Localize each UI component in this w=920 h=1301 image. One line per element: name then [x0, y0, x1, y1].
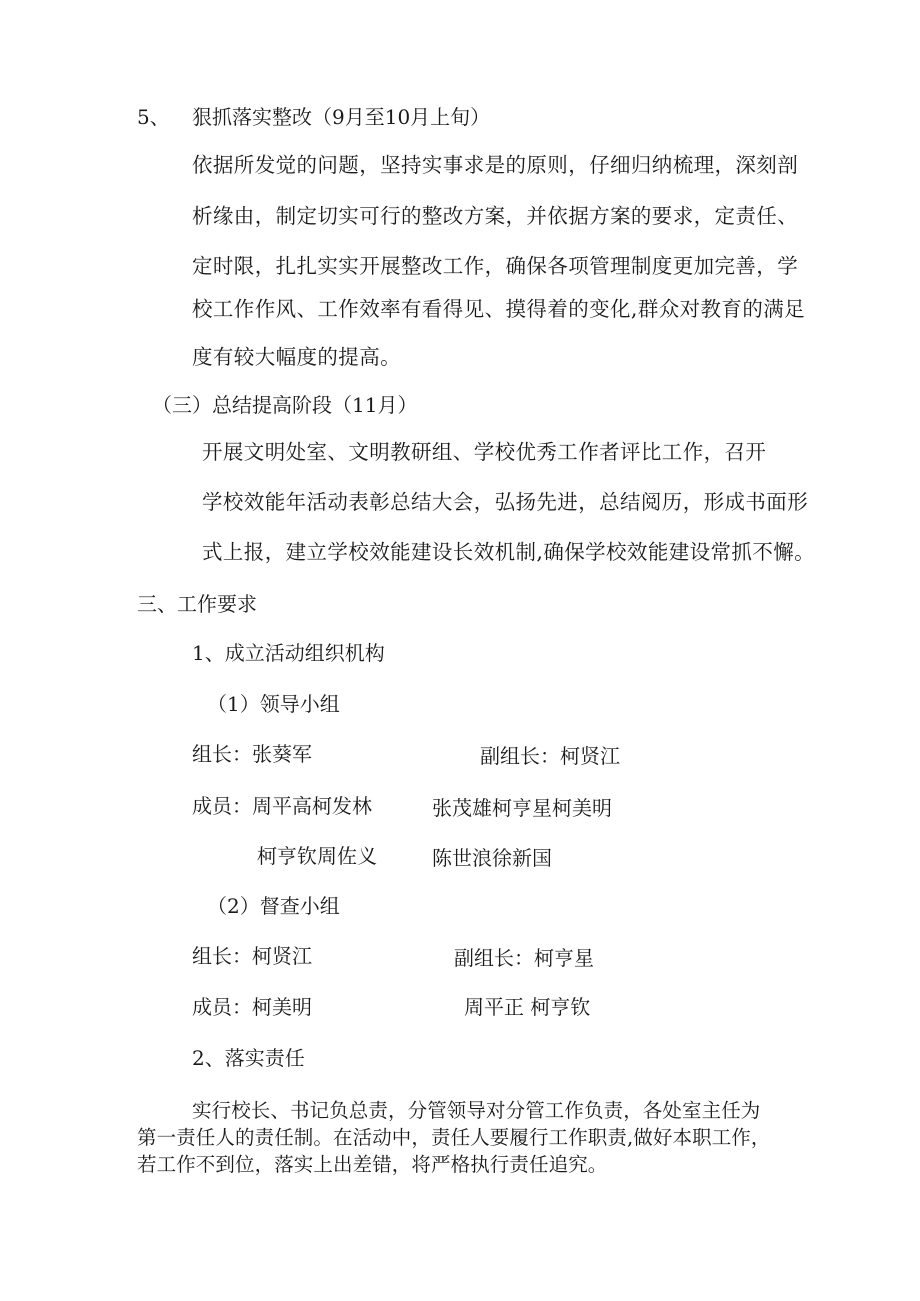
group-deputy: 副组长：柯贤江: [480, 744, 620, 768]
paragraph-line: 式上报，建立学校效能建设长效机制,确保学校效能建设常抓不懈。: [202, 540, 816, 564]
section-number: 5、: [137, 105, 170, 129]
group-members: 周平正 柯亨钦: [464, 995, 591, 1019]
group-members: 柯亨钦周佐义: [257, 844, 377, 868]
group-members: 陈世浪徐新国: [432, 846, 552, 870]
subgroup-heading: （2）督查小组: [207, 894, 340, 918]
section-heading: 狠抓落实整改（9月至10月上旬）: [192, 105, 491, 129]
requirements-heading: 三、工作要求: [137, 592, 257, 616]
item-heading: 2、落实责任: [192, 1046, 305, 1070]
group-members: 成员：周平高柯发林: [192, 794, 372, 818]
item-heading: 1、成立活动组织机构: [192, 641, 385, 665]
paragraph-line: 校工作作风、工作效率有看得见、摸得着的变化,群众对教育的满足: [192, 297, 806, 321]
phase-heading: （三）总结提高阶段（11月）: [152, 393, 418, 417]
paragraph-line: 实行校长、书记负总责，分管领导对分管工作负责，各处室主任为: [192, 1099, 761, 1122]
paragraph-line: 开展文明处室、文明教研组、学校优秀工作者评比工作，召开: [202, 440, 767, 464]
paragraph-line: 第一责任人的责任制。在活动中，责任人要履行工作职责,做好本职工作，: [137, 1126, 771, 1149]
group-members: 张茂雄柯亨星柯美明: [432, 796, 612, 820]
paragraph-line: 若工作不到位，落实上出差错，将严格执行责任追究。: [137, 1153, 608, 1176]
paragraph-line: 析缘由，制定切实可行的整改方案，并依据方案的要求，定责任、: [192, 204, 799, 228]
paragraph-line: 依据所发觉的问题，坚持实事求是的原则，仔细归纳梳理，深刻剖: [192, 153, 799, 177]
group-deputy: 副组长：柯亨星: [454, 946, 594, 970]
paragraph-line: 度有较大幅度的提高。: [192, 345, 401, 369]
group-members: 成员：柯美明: [192, 995, 312, 1019]
group-leader: 组长：柯贤江: [192, 944, 312, 968]
group-leader: 组长：张葵军: [192, 742, 312, 766]
paragraph-line: 学校效能年活动表彰总结大会，弘扬先进，总结阅历，形成书面形: [202, 490, 809, 514]
paragraph-line: 定时限，扎扎实实开展整改工作，确保各项管理制度更加完善，学: [192, 254, 799, 278]
subgroup-heading: （1）领导小组: [207, 692, 340, 716]
